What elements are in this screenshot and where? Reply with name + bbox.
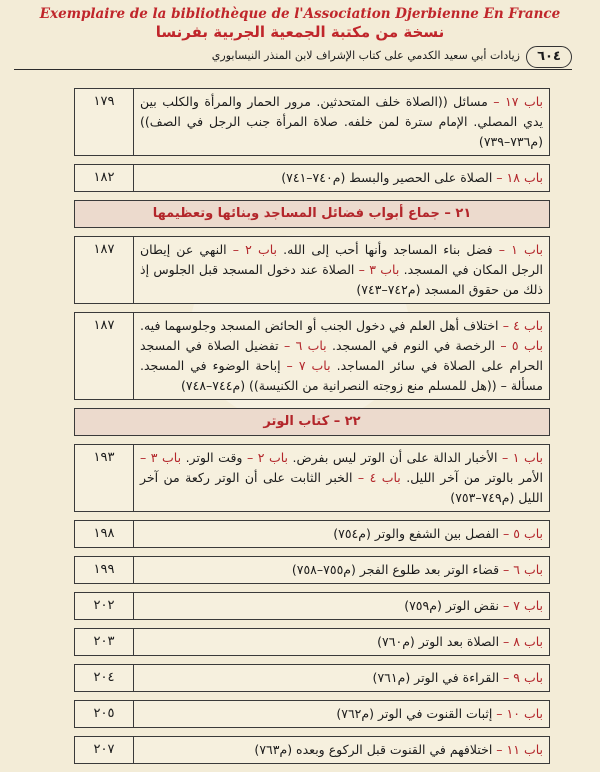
bab-label: باب ٥ – xyxy=(503,526,543,541)
toc-page-number: ١٨٧ xyxy=(93,242,115,257)
bab-label: باب ٢ – xyxy=(246,450,289,465)
entry-text: القراءة في الوتر (م٧٦١) xyxy=(372,670,504,685)
entry-text: اختلاف أهل العلم في دخول الجنب أو الحائض المسجد وجلوسهما فيه. xyxy=(140,318,503,333)
section-heading: ٢١ – جماع أبواب فضائل المساجد وبنائها وتعظيمها xyxy=(74,200,550,228)
entry-text: الأخبار الدالة على أن الوتر ليس بفرض. xyxy=(288,450,502,465)
toc-entry-text xyxy=(133,165,549,191)
toc-table xyxy=(74,88,550,772)
entry-text: الصلاة عند دخول المسجد قبل الجلوس إذ ذلك من حقوق المسجد (م٧٤٢–٧٤٣) xyxy=(140,262,543,297)
bab-label: باب ١١ – xyxy=(496,742,543,757)
toc-row xyxy=(74,520,550,548)
toc-entry-text xyxy=(133,629,549,655)
toc-row xyxy=(74,736,550,764)
toc-page-number: ٢٠٤ xyxy=(93,670,115,685)
bab-label: باب ٥ – xyxy=(500,338,543,353)
toc-row xyxy=(74,592,550,620)
toc-entry-text xyxy=(133,737,549,763)
toc-entry-text xyxy=(133,557,549,583)
bab-label: باب ٨ – xyxy=(503,634,543,649)
running-title: زيادات أبي سعيد الكدمي على كتاب الإشراف لابن المنذر النيسابوري xyxy=(211,49,520,62)
entry-text: مسائل ((الصلاة خلف المتحدثين. مرور الحمار والمرأة والكلب بين يدي المصلي. الإمام سترة لمن خلفه. صلاة المرأة جنب الرجل في الصف)) (م٧٣٦–٧٣٩) xyxy=(140,94,543,149)
watermark-latin: Exemplaire de la bibliothèque de l'Association Djerbienne En France xyxy=(39,6,561,22)
entry-text: الخبر الثابت على أن الوتر ركعة من آخر الليل (م٧٤٩–٧٥٣) xyxy=(140,470,543,505)
toc-entry-text xyxy=(133,701,549,727)
toc-row xyxy=(74,700,550,728)
entry-text: الصلاة على الحصير والبسط (م٧٤٠–٧٤١) xyxy=(281,170,497,185)
bab-label: باب ٧ – xyxy=(503,598,543,613)
watermark-arabic: نسخة من مكتبة الجمعية الجربية بفرنسا xyxy=(155,23,445,41)
toc-entry-text xyxy=(133,313,549,399)
bab-label: باب ٣ – xyxy=(140,450,182,465)
entry-text: الأمر بالوتر من آخر الليل. xyxy=(400,470,544,485)
section-heading: ٢٢ – كتاب الوتر xyxy=(74,408,550,436)
toc-page-number: ٢٠٧ xyxy=(93,742,115,757)
bab-label: باب ١٠ – xyxy=(496,706,543,721)
toc-entry-text xyxy=(133,89,549,155)
bab-label: باب ٤ – xyxy=(357,470,401,485)
toc-entry-text xyxy=(133,593,549,619)
toc-page-number: ٢٠٣ xyxy=(93,634,115,649)
toc-entry-text xyxy=(133,445,549,511)
toc-page-number: ٢٠٢ xyxy=(93,598,115,613)
entry-text: الفصل بين الشفع والوتر (م٧٥٤) xyxy=(333,526,504,541)
bab-label: باب ٢ – xyxy=(232,242,278,257)
bab-label: باب ١٧ – xyxy=(493,94,543,109)
entry-text: النهي عن إيطان الرجل المكان في المسجد. xyxy=(140,242,543,277)
bab-label: باب ٧ – xyxy=(286,358,331,373)
page-number: ٦٠٤ xyxy=(526,46,572,68)
toc-row xyxy=(74,88,550,156)
bab-label: باب ١ – xyxy=(501,450,544,465)
entry-text: قضاء الوتر بعد طلوع الفجر (م٧٥٥–٧٥٨) xyxy=(291,562,504,577)
toc-row xyxy=(74,664,550,692)
entry-text: إباحة الوضوء في المسجد. مسألة – ((هل للمسلم منع زوجته النصرانية من الكنيسة)) (م٧٤٤–٧٤٨) xyxy=(140,358,543,393)
toc-page-number: ١٩٨ xyxy=(93,526,115,541)
entry-text: تفضيل الصلاة في المسجد الحرام على الصلاة في سائر المساجد. xyxy=(140,338,543,373)
bab-label: باب ٦ – xyxy=(283,338,327,353)
bab-label: باب ١ – xyxy=(498,242,543,257)
toc-page-number: ١٨٧ xyxy=(93,318,115,333)
entry-text: اختلافهم في القنوت قبل الركوع وبعده (م٧٦٣) xyxy=(254,742,497,757)
bab-label: باب ٩ – xyxy=(503,670,543,685)
entry-text: نقض الوتر (م٧٥٩) xyxy=(404,598,504,613)
toc-row xyxy=(74,164,550,192)
toc-row xyxy=(74,312,550,400)
entry-text: الرخصة في النوم في المسجد. xyxy=(326,338,501,353)
toc-page-number: ١٨٢ xyxy=(93,170,115,185)
toc-entry-text xyxy=(133,521,549,547)
entry-text: الصلاة بعد الوتر (م٧٦٠) xyxy=(377,634,504,649)
entry-text: إثبات القنوت في الوتر (م٧٦٢) xyxy=(336,706,497,721)
toc-row xyxy=(74,628,550,656)
toc-entry-text xyxy=(133,237,549,303)
toc-row xyxy=(74,444,550,512)
toc-row xyxy=(74,236,550,304)
entry-text: فضل بناء المساجد وأنها أحب إلى الله. xyxy=(277,242,499,257)
toc-row xyxy=(74,556,550,584)
toc-page-number: ٢٠٥ xyxy=(93,706,115,721)
toc-entry-text xyxy=(133,665,549,691)
entry-text: وقت الوتر. xyxy=(181,450,247,465)
bab-label: باب ٦ – xyxy=(503,562,543,577)
bab-label: باب ٤ – xyxy=(502,318,544,333)
bab-label: باب ٣ – xyxy=(358,262,400,277)
bab-label: باب ١٨ – xyxy=(496,170,543,185)
toc-page-number: ١٧٩ xyxy=(93,94,115,109)
toc-page-number: ١٩٩ xyxy=(93,562,115,577)
toc-page-number: ١٩٣ xyxy=(93,450,115,465)
running-header xyxy=(14,47,572,70)
